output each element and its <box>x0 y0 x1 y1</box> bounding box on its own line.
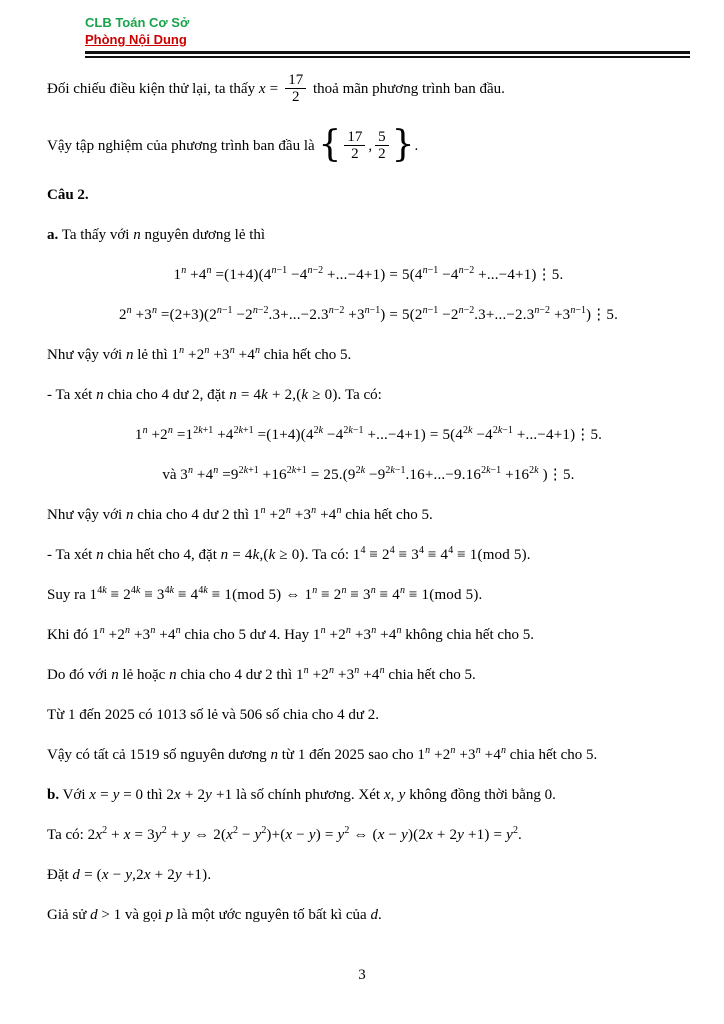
fraction: $\frac{17}{2}$ <box>342 129 367 162</box>
paragraph <box>47 225 690 245</box>
math-expression: $1^n +2^n +3^n +4^n$ <box>295 665 385 683</box>
paragraph <box>47 585 690 605</box>
text-run: chia hết cho 5. <box>506 747 598 763</box>
header-rule <box>85 51 690 58</box>
math-expression: $1^n +4^n =(1+4)(4^{n-1} -4^{n-2} +...-4+1) = 5(4^{n-1} -4^{n-2}$ +...−4+1)⋮5. <box>173 265 564 283</box>
text-run: chia hết cho 5. <box>260 347 352 363</box>
text-run: chia cho 4 dư 2 thì <box>176 667 296 683</box>
text-run: n <box>169 667 177 683</box>
math-expression: x, y <box>383 787 406 803</box>
text-run: thoả mãn phương trình ban đầu. <box>309 80 505 97</box>
math-expression: 2x + 2y +1 <box>166 787 233 803</box>
paragraph <box>47 785 690 805</box>
math-expression: $3^n +4^n =9^{2k+1} +16^{2k+1} = 25.(9^{2k} -9^{2k-1}.16+...-9.16^{2k-1} +16^{2k}$ )⋮5. <box>180 465 575 483</box>
fraction: $\frac{17}{2}$ <box>283 72 308 105</box>
paragraph <box>47 825 690 845</box>
math-expression: $1^n +2^n +3^n +4^n$ <box>171 345 261 363</box>
set-brace: } <box>391 123 415 165</box>
paragraph <box>47 345 690 365</box>
text-run: Từ 1 đến 2025 có 1013 số lẻ và 506 số chia cho 4 dư 2. <box>47 707 380 723</box>
text-run: không chia hết cho 5. <box>401 627 535 643</box>
math-expression: $1^n +2^n +3^n +4^n$ <box>252 505 342 523</box>
text-run: Vậy tập nghiệm của phương trình ban đầu là <box>47 137 319 154</box>
paragraph <box>47 665 690 685</box>
text-run: n <box>125 507 134 523</box>
text-run: Ta có: <box>308 547 353 563</box>
text-run: và <box>162 467 181 483</box>
text-run: n <box>133 227 141 243</box>
text-run: chia cho 5 dư 4. Hay <box>180 627 313 643</box>
text-run: là một ước nguyên tố bất kì của <box>173 907 371 923</box>
text-run: Như vậy với <box>47 347 126 363</box>
page-number: 3 <box>358 967 366 983</box>
text-run: Đối chiếu điều kiện thử lại, ta thấy <box>47 80 259 97</box>
equation-line <box>47 305 690 325</box>
text-run: n <box>125 347 134 363</box>
text-run: Giả sử <box>47 907 91 923</box>
text-run: Vậy có tất cả 1519 số nguyên dương <box>47 747 271 763</box>
paragraph <box>47 905 690 925</box>
paragraph <box>47 505 690 525</box>
text-run: Khi đó <box>47 627 92 643</box>
paragraph <box>47 545 690 565</box>
math-expression: $1^n +2^n =1^{2k+1} +4^{2k+1} =(1+4)(4^{2k} -4^{2k-1} +...-4+1) = 5(4^{2k} -4^{2k-1}$ +...−4+1)⋮5. <box>134 425 603 443</box>
document-body <box>47 71 690 925</box>
text-run: chia cho 4 dư 2 thì <box>133 507 253 523</box>
math-expression: x = y <box>89 787 120 803</box>
document-header <box>85 14 690 49</box>
paragraph <box>47 71 690 108</box>
text-run: lẻ thì <box>133 347 172 363</box>
text-run: chia hết cho 5. <box>384 667 476 683</box>
math-expression: $2x^2 + x = 3y^2 + y$ ⇔ $2(x^2 - y^2)+(x - y) = y^2$ ⇔ $(x - y)(2x + 2y +1) = y^2$. <box>87 825 522 843</box>
text-run: n <box>270 747 279 763</box>
text-run: n <box>96 547 104 563</box>
text-run: b. <box>47 787 60 803</box>
equation-line <box>47 465 690 485</box>
text-run: là số chính phương. Xét <box>232 787 384 803</box>
math-expression: $1^{4k} \equiv 2^{4k} \equiv 3^{4k} \equiv 4^{4k} \equiv 1(mod$ 5) ⇔ $1^n \equiv 2^n \equiv 3^n \equiv 4^n \equiv 1(mod$ 5). <box>89 585 483 603</box>
math-expression: x = <box>258 80 283 97</box>
text-run: Như vậy với <box>47 507 126 523</box>
text-run: - Ta xét <box>47 387 97 403</box>
math-expression: $2^n +3^n =(2+3)(2^{n-1} -2^{n-2}.3+...-2.3^{n-2} +3^{n-1}) = 5(2^{n-1} -2^{n-2}.3+...-2.3^{n-2}$ $+3^{n-1})⋮5$. <box>118 305 619 323</box>
paragraph <box>47 123 690 165</box>
text-run: d <box>90 907 98 923</box>
math-expression: $1^n +2^n +3^n +4^n$ <box>312 625 402 643</box>
paragraph <box>47 385 690 405</box>
text-run: n <box>111 667 119 683</box>
text-run: . <box>414 137 419 154</box>
text-run: Do đó với <box>47 667 112 683</box>
text-run: lẻ hoặc <box>118 667 170 683</box>
paragraph <box>47 185 690 205</box>
text-run: từ 1 đến 2025 sao cho <box>278 747 418 763</box>
text-run: Ta thấy với <box>58 227 134 243</box>
text-run: a. <box>47 227 59 243</box>
text-run: p <box>165 907 174 923</box>
paragraph <box>47 625 690 645</box>
text-run: = 0 thì <box>119 787 167 803</box>
math-expression: d = (x − y,2x + 2y +1). <box>72 867 212 883</box>
fraction: $\frac{5}{2}$ <box>373 129 391 162</box>
text-run: chia cho 4 dư 2, đặt <box>103 387 230 403</box>
paragraph <box>47 745 690 765</box>
paragraph <box>47 865 690 885</box>
text-run: Ta có: <box>341 387 382 403</box>
text-run: - Ta xét <box>47 547 97 563</box>
text-run: , <box>368 137 373 154</box>
math-expression: $1^4 \equiv 2^4 \equiv 3^4 \equiv 4^4 \equiv 1(mod$ 5). <box>352 545 531 563</box>
text-run: chia hết cho 4, đặt <box>103 547 221 563</box>
text-run: d <box>370 907 378 923</box>
text-run: Đặt <box>47 867 73 883</box>
text-run: Ta có: <box>47 827 88 843</box>
text-run: Câu 2. <box>47 187 89 203</box>
text-run: > 1 và gọi <box>97 907 166 923</box>
text-run: nguyên dương lẻ thì <box>140 227 266 243</box>
text-run: chia hết cho 5. <box>341 507 433 523</box>
org-name: CLB Toán Cơ Sở <box>85 15 190 30</box>
equation-line <box>47 425 690 445</box>
paragraph <box>47 705 690 725</box>
text-run: Với <box>59 787 90 803</box>
dept-name: Phòng Nội Dung <box>85 32 187 47</box>
set-brace: { <box>318 123 342 165</box>
math-expression: n = 4k,(k ≥ 0). <box>220 547 309 563</box>
text-run: không đồng thời bằng 0. <box>405 787 556 803</box>
text-run: . <box>377 907 382 923</box>
text-run: Suy ra <box>47 587 90 603</box>
math-expression: n = 4k + 2,(k ≥ 0). <box>229 387 342 403</box>
equation-line <box>47 265 690 285</box>
math-expression: $1^n +2^n +3^n +4^n$ <box>417 745 507 763</box>
text-run: n <box>96 387 104 403</box>
math-expression: $1^n +2^n +3^n +4^n$ <box>92 625 181 643</box>
